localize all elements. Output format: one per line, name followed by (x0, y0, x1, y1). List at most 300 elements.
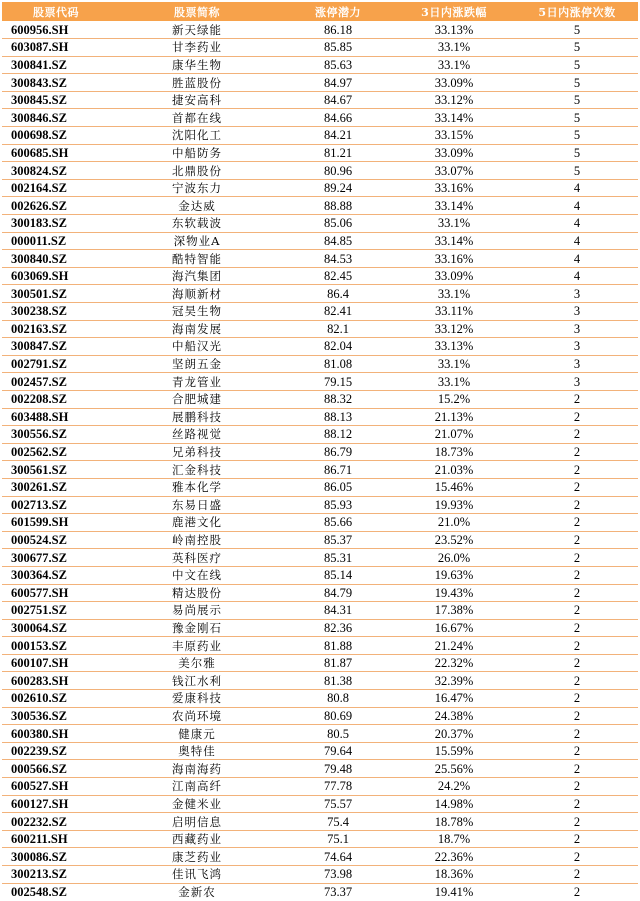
five-day-limit-up-count-cell: 5 (573, 145, 581, 160)
stock-code-cell: 300847.SZ (11, 339, 67, 354)
stock-code-cell: 600283.SH (11, 673, 69, 688)
limit-up-potential-cell: 86.18 (323, 22, 353, 37)
stock-code-cell: 002457.SZ (11, 374, 67, 389)
three-day-change-cell: 33.1% (437, 286, 471, 301)
stock-code-cell: 300183.SZ (11, 216, 67, 231)
five-day-limit-up-count-cell: 2 (573, 568, 581, 583)
limit-up-potential-cell: 84.21 (323, 128, 353, 143)
three-day-change-cell: 33.1% (437, 374, 471, 389)
limit-up-potential-cell: 85.06 (323, 216, 353, 231)
three-day-change-cell: 33.09% (434, 269, 474, 284)
three-day-change-cell: 21.07% (434, 427, 474, 442)
three-day-change-cell: 18.7% (437, 832, 471, 847)
stock-name-cell: 岭南控股 (172, 533, 222, 548)
three-day-change-cell: 33.13% (434, 339, 474, 354)
table-row (2, 461, 638, 479)
stock-code-cell: 002751.SZ (11, 603, 67, 618)
stock-name-cell: 爱康科技 (172, 691, 222, 706)
limit-up-potential-cell: 79.64 (323, 744, 353, 759)
limit-up-potential-cell: 85.93 (323, 497, 353, 512)
table-row (2, 338, 638, 356)
table-row (2, 690, 638, 708)
limit-up-potential-cell: 82.04 (323, 339, 353, 354)
stock-code-cell: 300064.SZ (11, 620, 67, 635)
stock-code-cell: 300561.SZ (11, 462, 67, 477)
stock-code-cell: 000011.SZ (11, 233, 67, 248)
stock-name-cell: 青龙管业 (172, 374, 222, 389)
stock-code-cell: 300086.SZ (11, 849, 67, 864)
stock-name-cell: 金健米业 (172, 796, 222, 811)
five-day-limit-up-count-cell: 2 (573, 832, 581, 847)
three-day-change-cell: 33.16% (434, 181, 474, 196)
limit-up-potential-cell: 82.45 (323, 269, 353, 284)
stock-code-cell: 600577.SH (11, 585, 69, 600)
table-row (2, 39, 638, 57)
header-stock-name: 股票简称 (174, 5, 220, 19)
limit-up-potential-cell: 81.87 (323, 656, 353, 671)
three-day-change-cell: 18.36% (434, 867, 474, 882)
five-day-limit-up-count-cell: 2 (573, 885, 581, 900)
stock-name-cell: 合肥城建 (172, 392, 222, 407)
limit-up-potential-cell: 82.1 (327, 321, 349, 336)
limit-up-potential-cell: 84.85 (323, 233, 353, 248)
five-day-limit-up-count-cell: 5 (573, 57, 581, 72)
stock-name-cell: 首都在线 (172, 110, 222, 125)
table-row (2, 355, 638, 373)
stock-code-cell: 002239.SZ (11, 744, 67, 759)
table-row (2, 267, 638, 285)
three-day-change-cell: 33.09% (434, 145, 474, 160)
five-day-limit-up-count-cell: 2 (573, 497, 581, 512)
three-day-change-cell: 20.37% (434, 726, 474, 741)
limit-up-potential-cell: 75.1 (327, 832, 349, 847)
limit-up-potential-cell: 86.4 (327, 286, 349, 301)
stock-code-cell: 603087.SH (11, 40, 69, 55)
limit-up-potential-cell: 88.88 (323, 198, 353, 213)
stock-name-cell: 深物业A (173, 233, 221, 248)
limit-up-potential-cell: 84.53 (323, 251, 353, 266)
stock-code-cell: 002164.SZ (11, 181, 67, 196)
table-row (2, 795, 638, 813)
five-day-limit-up-count-cell: 4 (573, 269, 581, 284)
stock-name-cell: 中文在线 (172, 568, 222, 583)
stock-code-cell: 300536.SZ (11, 708, 67, 723)
limit-up-potential-cell: 77.78 (323, 779, 353, 794)
stock-code-cell: 000566.SZ (11, 761, 67, 776)
five-day-limit-up-count-cell: 2 (573, 462, 581, 477)
five-day-limit-up-count-cell: 5 (573, 128, 581, 143)
table-row (2, 778, 638, 796)
three-day-change-cell: 33.13% (434, 22, 474, 37)
stock-name-cell: 海顺新材 (172, 286, 222, 301)
three-day-change-cell: 17.38% (434, 603, 474, 618)
five-day-limit-up-count-cell: 2 (573, 409, 581, 424)
stock-name-cell: 江南高纤 (172, 779, 222, 794)
limit-up-potential-cell: 88.13 (323, 409, 353, 424)
stock-code-cell: 600380.SH (11, 726, 69, 741)
five-day-limit-up-count-cell: 4 (573, 181, 581, 196)
three-day-change-cell: 33.09% (434, 75, 474, 90)
table-row (2, 707, 638, 725)
five-day-limit-up-count-cell: 5 (573, 40, 581, 55)
three-day-change-cell: 18.78% (434, 814, 474, 829)
three-day-change-cell: 33.07% (434, 163, 474, 178)
table-row (2, 531, 638, 549)
five-day-limit-up-count-cell: 4 (573, 233, 581, 248)
limit-up-potential-cell: 82.36 (323, 620, 353, 635)
three-day-change-cell: 16.47% (434, 691, 474, 706)
three-day-change-cell: 33.11% (434, 304, 474, 319)
three-day-change-cell: 19.43% (434, 585, 474, 600)
table-row (2, 725, 638, 743)
five-day-limit-up-count-cell: 3 (573, 321, 581, 336)
limit-up-potential-cell: 84.97 (323, 75, 353, 90)
limit-up-potential-cell: 81.21 (323, 145, 353, 160)
stock-name-cell: 北鼎股份 (172, 163, 222, 178)
five-day-limit-up-count-cell: 3 (573, 286, 581, 301)
limit-up-potential-cell: 79.15 (323, 374, 353, 389)
stock-name-cell: 沈阳化工 (172, 128, 222, 143)
stock-name-cell: 展鹏科技 (172, 409, 222, 424)
table-body (2, 21, 638, 901)
table-row (2, 883, 638, 901)
stock-name-cell: 金达威 (178, 198, 216, 213)
stock-name-cell: 雅本化学 (172, 480, 222, 495)
stock-name-cell: 甘李药业 (172, 40, 222, 55)
header-5day-limit-up-count: 5日内涨停次数 (538, 5, 616, 19)
stock-code-cell: 300841.SZ (11, 57, 67, 72)
stock-code-cell: 000698.SZ (11, 128, 67, 143)
stock-code-cell: 300364.SZ (11, 568, 67, 583)
stock-code-cell: 002208.SZ (11, 392, 67, 407)
stock-code-cell: 300845.SZ (11, 93, 67, 108)
three-day-change-cell: 33.1% (437, 40, 471, 55)
stock-name-cell: 金新农 (178, 885, 216, 900)
stock-name-cell: 康华生物 (172, 57, 222, 72)
table-row (2, 390, 638, 408)
table-row (2, 320, 638, 338)
table-row (2, 197, 638, 215)
three-day-change-cell: 18.73% (434, 445, 474, 460)
three-day-change-cell: 19.93% (434, 497, 474, 512)
limit-up-potential-cell: 73.98 (323, 867, 353, 882)
stock-name-cell: 冠昊生物 (172, 304, 222, 319)
table-row (2, 285, 638, 303)
five-day-limit-up-count-cell: 2 (573, 796, 581, 811)
stock-code-cell: 002232.SZ (11, 814, 67, 829)
stock-name-cell: 农尚环境 (172, 708, 222, 723)
stock-name-cell: 奥特佳 (178, 744, 216, 759)
table-row (2, 127, 638, 145)
three-day-change-cell: 24.2% (437, 779, 471, 794)
stock-code-cell: 300843.SZ (11, 75, 67, 90)
five-day-limit-up-count-cell: 2 (573, 445, 581, 460)
limit-up-potential-cell: 75.4 (327, 814, 349, 829)
three-day-change-cell: 19.41% (434, 885, 474, 900)
table-row (2, 303, 638, 321)
three-day-change-cell: 24.38% (434, 708, 474, 723)
table-row (2, 866, 638, 884)
stock-name-cell: 西藏药业 (172, 832, 222, 847)
table-row (2, 162, 638, 180)
limit-up-potential-cell: 81.38 (323, 673, 353, 688)
limit-up-potential-cell: 82.41 (323, 304, 353, 319)
stock-code-cell: 002626.SZ (11, 198, 67, 213)
five-day-limit-up-count-cell: 2 (573, 603, 581, 618)
three-day-change-cell: 33.1% (437, 216, 471, 231)
stock-name-cell: 汇金科技 (172, 462, 222, 477)
stock-name-cell: 坚朗五金 (172, 357, 222, 372)
five-day-limit-up-count-cell: 4 (573, 198, 581, 213)
stock-name-cell: 鹿港文化 (172, 515, 222, 530)
five-day-limit-up-count-cell: 2 (573, 550, 581, 565)
limit-up-potential-cell: 74.64 (323, 849, 353, 864)
stock-name-cell: 新天绿能 (172, 22, 222, 37)
stock-name-cell: 海南海药 (172, 761, 222, 776)
table-row (2, 848, 638, 866)
five-day-limit-up-count-cell: 3 (573, 374, 581, 389)
stock-name-cell: 丰原药业 (172, 638, 222, 653)
stock-code-cell: 600107.SH (11, 656, 69, 671)
stock-code-cell: 002713.SZ (11, 497, 67, 512)
stock-code-cell: 300556.SZ (11, 427, 67, 442)
table-row (2, 514, 638, 532)
three-day-change-cell: 33.14% (434, 198, 474, 213)
stock-name-cell: 精达股份 (172, 585, 222, 600)
three-day-change-cell: 15.59% (434, 744, 474, 759)
table-row (2, 813, 638, 831)
table-header-row (2, 2, 638, 21)
five-day-limit-up-count-cell: 2 (573, 427, 581, 442)
limit-up-potential-cell: 80.69 (323, 708, 353, 723)
five-day-limit-up-count-cell: 5 (573, 163, 581, 178)
stock-code-cell: 300261.SZ (11, 480, 67, 495)
five-day-limit-up-count-cell: 2 (573, 867, 581, 882)
table-row (2, 619, 638, 637)
table-row (2, 443, 638, 461)
five-day-limit-up-count-cell: 2 (573, 533, 581, 548)
stock-name-cell: 启明信息 (172, 814, 222, 829)
limit-up-potential-cell: 85.85 (323, 40, 353, 55)
limit-up-potential-cell: 85.14 (323, 568, 353, 583)
header-3day-change: 3日内涨跌幅 (421, 5, 487, 19)
five-day-limit-up-count-cell: 2 (573, 585, 581, 600)
stock-code-cell: 300677.SZ (11, 550, 67, 565)
three-day-change-cell: 21.0% (437, 515, 471, 530)
stock-code-cell: 300213.SZ (11, 867, 67, 882)
stock-name-cell: 中船防务 (172, 145, 222, 160)
three-day-change-cell: 33.12% (434, 93, 474, 108)
table-row (2, 179, 638, 197)
stock-name-cell: 宁波东力 (172, 181, 222, 196)
header-stock-code: 股票代码 (33, 5, 79, 19)
stock-code-cell: 603488.SH (11, 409, 69, 424)
limit-up-potential-cell: 88.12 (323, 427, 353, 442)
stock-code-cell: 300824.SZ (11, 163, 67, 178)
table-row (2, 21, 638, 39)
five-day-limit-up-count-cell: 3 (573, 304, 581, 319)
limit-up-potential-cell: 85.31 (323, 550, 353, 565)
stock-code-cell: 600956.SH (11, 22, 69, 37)
header-limit-up-potential: 涨停潜力 (315, 5, 361, 19)
three-day-change-cell: 21.24% (434, 638, 474, 653)
stock-code-cell: 300238.SZ (11, 304, 67, 319)
five-day-limit-up-count-cell: 2 (573, 779, 581, 794)
five-day-limit-up-count-cell: 2 (573, 515, 581, 530)
stock-name-cell: 佳讯飞鸿 (172, 867, 222, 882)
stock-name-cell: 中船汉光 (172, 339, 222, 354)
three-day-change-cell: 16.67% (434, 620, 474, 635)
three-day-change-cell: 19.63% (434, 568, 474, 583)
three-day-change-cell: 15.2% (437, 392, 471, 407)
five-day-limit-up-count-cell: 2 (573, 691, 581, 706)
five-day-limit-up-count-cell: 2 (573, 814, 581, 829)
stock-code-cell: 300840.SZ (11, 251, 67, 266)
five-day-limit-up-count-cell: 4 (573, 251, 581, 266)
stock-code-cell: 600527.SH (11, 779, 69, 794)
three-day-change-cell: 32.39% (434, 673, 474, 688)
three-day-change-cell: 25.56% (434, 761, 474, 776)
five-day-limit-up-count-cell: 2 (573, 849, 581, 864)
three-day-change-cell: 23.52% (434, 533, 474, 548)
stock-name-cell: 钱江水利 (172, 673, 222, 688)
five-day-limit-up-count-cell: 2 (573, 708, 581, 723)
table-row (2, 373, 638, 391)
limit-up-potential-cell: 86.71 (323, 462, 353, 477)
three-day-change-cell: 33.16% (434, 251, 474, 266)
limit-up-potential-cell: 80.96 (323, 163, 353, 178)
stock-code-cell: 603069.SH (11, 269, 69, 284)
five-day-limit-up-count-cell: 5 (573, 75, 581, 90)
table-row (2, 496, 638, 514)
limit-up-potential-cell: 86.79 (323, 445, 353, 460)
stock-name-cell: 东易日盛 (172, 497, 222, 512)
stock-name-cell: 胜蓝股份 (172, 75, 222, 90)
limit-up-potential-cell: 84.67 (323, 93, 353, 108)
limit-up-potential-cell: 81.88 (323, 638, 353, 653)
three-day-change-cell: 21.13% (434, 409, 474, 424)
stock-code-cell: 600685.SH (11, 145, 69, 160)
five-day-limit-up-count-cell: 5 (573, 22, 581, 37)
table-row (2, 56, 638, 74)
five-day-limit-up-count-cell: 5 (573, 93, 581, 108)
stock-code-cell: 601599.SH (11, 515, 69, 530)
five-day-limit-up-count-cell: 2 (573, 726, 581, 741)
stock-name-cell: 兄弟科技 (172, 445, 222, 460)
five-day-limit-up-count-cell: 3 (573, 357, 581, 372)
limit-up-potential-cell: 85.37 (323, 533, 353, 548)
stock-name-cell: 康芝药业 (172, 849, 222, 864)
stock-code-cell: 002163.SZ (11, 321, 67, 336)
limit-up-potential-cell: 81.08 (323, 357, 353, 372)
table-row (2, 566, 638, 584)
stock-code-cell: 002562.SZ (11, 445, 67, 460)
table-row (2, 654, 638, 672)
three-day-change-cell: 15.46% (434, 480, 474, 495)
stock-code-cell: 300846.SZ (11, 110, 67, 125)
three-day-change-cell: 33.14% (434, 110, 474, 125)
limit-up-potential-cell: 85.63 (323, 57, 353, 72)
limit-up-potential-cell: 88.32 (323, 392, 353, 407)
five-day-limit-up-count-cell: 2 (573, 480, 581, 495)
three-day-change-cell: 33.15% (434, 128, 474, 143)
stock-code-cell: 000153.SZ (11, 638, 67, 653)
table-row (2, 584, 638, 602)
table-row (2, 602, 638, 620)
stock-name-cell: 海南发展 (172, 321, 222, 336)
five-day-limit-up-count-cell: 3 (573, 339, 581, 354)
five-day-limit-up-count-cell: 5 (573, 110, 581, 125)
five-day-limit-up-count-cell: 2 (573, 656, 581, 671)
limit-up-potential-cell: 80.8 (327, 691, 349, 706)
stock-name-cell: 丝路视觉 (172, 427, 222, 442)
table-row (2, 426, 638, 444)
three-day-change-cell: 33.1% (437, 357, 471, 372)
five-day-limit-up-count-cell: 4 (573, 216, 581, 231)
stock-code-cell: 600211.SH (11, 832, 68, 847)
three-day-change-cell: 33.14% (434, 233, 474, 248)
stock-name-cell: 海汽集团 (172, 269, 222, 284)
table-row (2, 830, 638, 848)
limit-up-potential-cell: 84.79 (323, 585, 353, 600)
table-row (2, 742, 638, 760)
three-day-change-cell: 33.12% (434, 321, 474, 336)
stock-code-cell: 000524.SZ (11, 533, 67, 548)
stock-name-cell: 英科医疗 (172, 550, 222, 565)
five-day-limit-up-count-cell: 2 (573, 620, 581, 635)
stock-name-cell: 健康元 (178, 726, 216, 741)
limit-up-potential-cell: 84.66 (323, 110, 353, 125)
stock-name-cell: 易尚展示 (172, 603, 222, 618)
three-day-change-cell: 22.36% (434, 849, 474, 864)
stock-code-cell: 002791.SZ (11, 357, 67, 372)
five-day-limit-up-count-cell: 2 (573, 761, 581, 776)
stock-name-cell: 捷安高科 (172, 93, 222, 108)
table-row (2, 144, 638, 162)
five-day-limit-up-count-cell: 2 (573, 392, 581, 407)
five-day-limit-up-count-cell: 2 (573, 638, 581, 653)
three-day-change-cell: 22.32% (434, 656, 474, 671)
limit-up-potential-cell: 80.5 (327, 726, 349, 741)
limit-up-potential-cell: 86.05 (323, 480, 353, 495)
stock-code-cell: 002548.SZ (11, 885, 67, 900)
stock-code-cell: 002610.SZ (11, 691, 67, 706)
table-row (2, 760, 638, 778)
five-day-limit-up-count-cell: 2 (573, 673, 581, 688)
table-row (2, 478, 638, 496)
stock-name-cell: 豫金刚石 (172, 620, 222, 635)
table-row (2, 637, 638, 655)
stock-name-cell: 美尔雅 (178, 656, 216, 671)
stock-name-cell: 东软载波 (172, 216, 222, 231)
stock-table-container (2, 2, 638, 901)
limit-up-potential-cell: 79.48 (323, 761, 353, 776)
limit-up-potential-table (2, 2, 638, 901)
limit-up-potential-cell: 84.31 (323, 603, 353, 618)
table-row (2, 250, 638, 268)
table-row (2, 408, 638, 426)
limit-up-potential-cell: 75.57 (323, 796, 353, 811)
table-row (2, 215, 638, 233)
table-row (2, 549, 638, 567)
three-day-change-cell: 33.1% (437, 57, 471, 72)
table-row (2, 74, 638, 92)
three-day-change-cell: 26.0% (437, 550, 471, 565)
stock-name-cell: 酷特智能 (172, 251, 222, 266)
limit-up-potential-cell: 73.37 (323, 885, 353, 900)
table-row (2, 232, 638, 250)
table-row (2, 109, 638, 127)
